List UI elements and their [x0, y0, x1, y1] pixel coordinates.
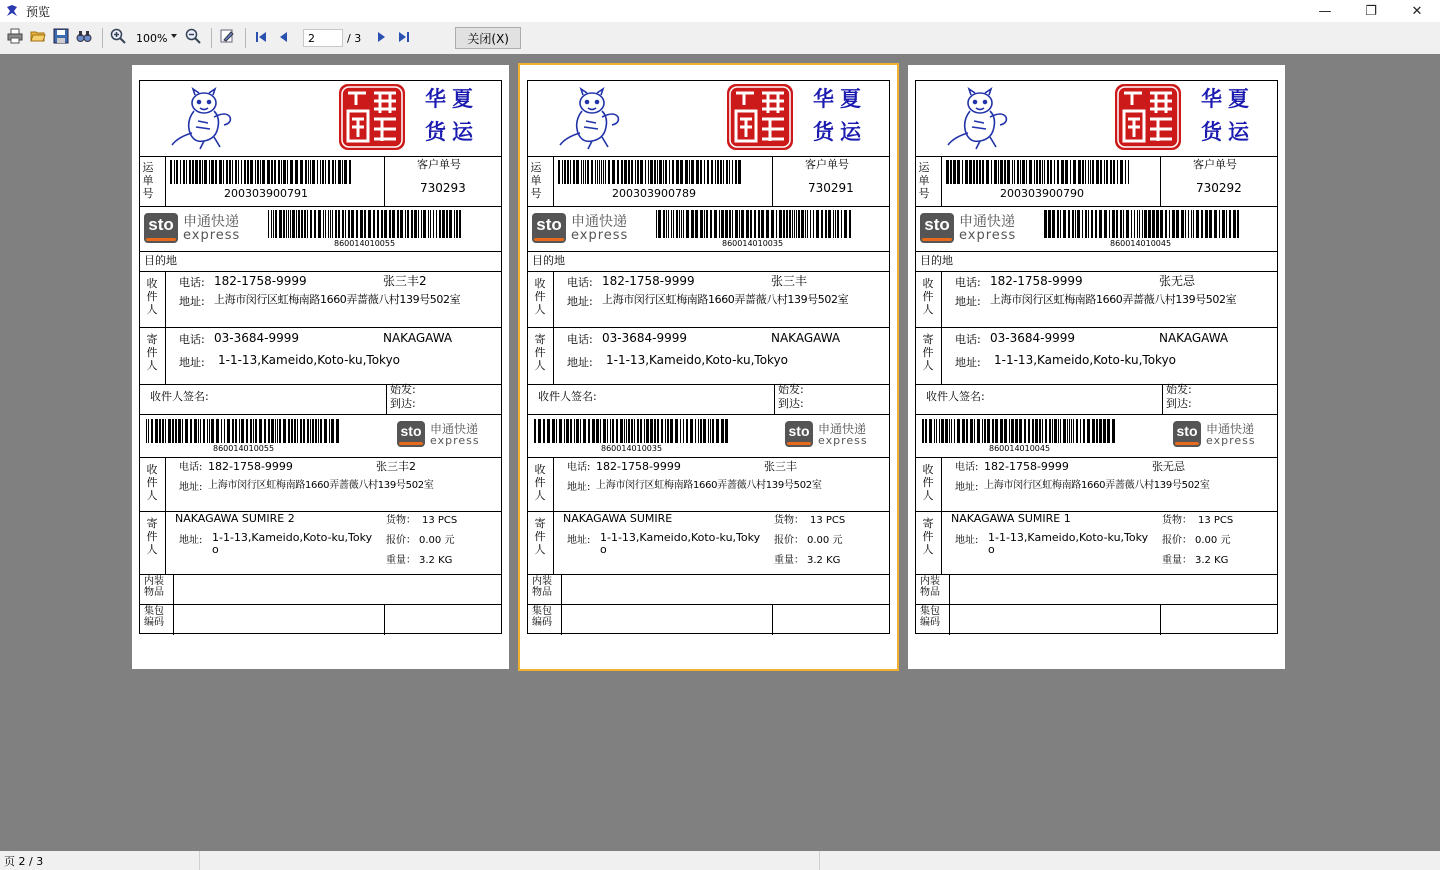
recipient-name: 张三丰2 [383, 274, 427, 288]
waybill-barcode [170, 160, 354, 187]
last-page-button[interactable] [394, 27, 414, 49]
sender-label: 寄件人 [922, 333, 934, 372]
shipping-label [915, 80, 1278, 634]
customer-number: 730291 [808, 181, 854, 195]
stub-recipient-phone: 182-1758-9999 [984, 460, 1069, 473]
stub-recipient-label: 收件人 [146, 463, 158, 502]
status-page-text: 页 2 / 3 [0, 851, 200, 870]
weight-value: 3.2 KG [1195, 555, 1229, 566]
package-code-label: 集包 编码 [920, 606, 940, 628]
divider [1160, 604, 1161, 635]
waybill-number: 200303900789 [612, 187, 696, 200]
stub-recipient-name: 张三丰2 [376, 460, 416, 473]
recipient-name: 张无忌 [1159, 274, 1196, 288]
sender-phone: 03-3684-9999 [214, 331, 300, 345]
divider [140, 574, 501, 575]
close-window-button[interactable]: ✕ [1411, 3, 1423, 19]
stub-sto-logo [1173, 421, 1256, 447]
arrive-label: 到达: [390, 397, 416, 410]
divider [941, 457, 942, 511]
stub-sender-address-line2: o [600, 543, 607, 556]
price-label: 报价： [774, 535, 804, 546]
divider [1162, 384, 1163, 414]
sender-address-label: 地址: [179, 356, 205, 369]
customer-number-label: 客户单号 [417, 158, 461, 171]
tracking-barcode [1044, 210, 1239, 241]
stub-recipient-phone-label: 电话: [955, 462, 979, 473]
save-button[interactable] [51, 27, 71, 49]
stub-sender-address-line1: 1-1-13,Kameido,Koto-ku,Toky [212, 531, 373, 544]
stub-tracking-number: 860014010055 [213, 444, 275, 453]
waybill-label: 运单号 [530, 161, 542, 200]
tracking-barcode [268, 210, 463, 241]
sender-phone: 03-3684-9999 [990, 331, 1076, 345]
divider [528, 251, 889, 252]
divider [165, 457, 166, 511]
divider [528, 414, 889, 415]
price-value: 0.00 元 [807, 535, 843, 546]
stub-sender-address-line2: o [988, 543, 995, 556]
stub-sto-english-name: express [1206, 433, 1256, 447]
stub-sto-logo [397, 421, 480, 447]
divider [941, 271, 942, 327]
toolbar [0, 22, 1440, 54]
find-button[interactable] [74, 27, 94, 49]
tracking-number: 860014010055 [334, 239, 396, 248]
stub-sender-label: 寄件人 [922, 517, 934, 556]
divider [916, 271, 1277, 272]
sender-address-label: 地址: [567, 356, 593, 369]
prev-page-icon [277, 29, 291, 48]
stub-sender-name: NAKAGAWA SUMIRE 1 [951, 512, 1071, 525]
price-label: 报价： [1162, 535, 1192, 546]
recipient-phone-label: 电话: [567, 276, 593, 289]
sto-english-name: express [183, 227, 241, 243]
sender-label: 寄件人 [146, 333, 158, 372]
save-icon [53, 28, 69, 48]
stub-tracking-barcode [922, 419, 1116, 446]
stub-tracking-barcode [534, 419, 728, 446]
print-icon [7, 28, 23, 48]
sto-express-logo [144, 213, 240, 243]
weight-label: 重量： [386, 555, 416, 566]
sto-express-logo [920, 213, 1016, 243]
company-seal-icon [338, 83, 406, 155]
tiger-logo-icon [552, 87, 626, 155]
divider [384, 156, 385, 206]
divider [916, 574, 1277, 575]
divider [553, 327, 554, 384]
close-preview-button[interactable]: 关闭(X) [455, 27, 521, 49]
stub-sender-address-label: 地址: [179, 535, 203, 546]
sender-phone: 03-3684-9999 [602, 331, 688, 345]
divider [528, 457, 889, 458]
recipient-label: 收件人 [534, 277, 546, 316]
recipient-address: 上海市闵行区虹梅南路1660弄蔷薇八村139号502室 [214, 293, 461, 306]
sto-chinese-name: 申通快递 [959, 213, 1015, 230]
divider [916, 327, 1277, 328]
sender-phone-label: 电话: [955, 333, 981, 346]
stub-recipient-phone-label: 电话: [567, 462, 591, 473]
goods-label: 货物： [774, 515, 804, 526]
recipient-address-label: 地址: [955, 295, 981, 308]
sender-label: 寄件人 [534, 333, 546, 372]
preview-page-3[interactable] [908, 65, 1285, 669]
waybill-barcode [558, 160, 742, 187]
zoom-out-icon [185, 28, 201, 48]
sto-express-logo [532, 213, 628, 243]
waybill-label: 运单号 [142, 161, 154, 200]
zoom-out-button[interactable] [183, 27, 203, 49]
divider [916, 206, 1277, 207]
stub-recipient-address-label: 地址: [179, 482, 203, 493]
stub-sender-address-line2: o [212, 543, 219, 556]
sender-address-label: 地址: [955, 356, 981, 369]
recipient-phone: 182-1758-9999 [602, 274, 695, 288]
minimize-button[interactable]: — [1318, 3, 1332, 19]
package-code-label: 集包 编码 [532, 606, 552, 628]
zoom-in-button[interactable] [108, 27, 128, 49]
status-segment [200, 851, 820, 870]
customer-number-label: 客户单号 [805, 158, 849, 171]
divider [528, 384, 889, 385]
stub-tracking-barcode [146, 419, 340, 446]
weight-label: 重量： [1162, 555, 1192, 566]
next-page-icon [374, 29, 388, 48]
customer-number: 730292 [1196, 181, 1242, 195]
stub-sender-address-line1: 1-1-13,Kameido,Koto-ku,Toky [600, 531, 761, 544]
divider [384, 604, 385, 635]
sender-phone-label: 电话: [567, 333, 593, 346]
divider [528, 574, 889, 575]
sto-english-name: express [959, 227, 1017, 243]
divider [553, 271, 554, 327]
divider [772, 156, 773, 206]
recipient-address-label: 地址: [567, 295, 593, 308]
open-button[interactable] [28, 27, 48, 49]
goods-label: 货物： [1162, 515, 1192, 526]
customer-number-label: 客户单号 [1193, 158, 1237, 171]
company-seal-icon [1114, 83, 1182, 155]
toolbar-separator [245, 28, 246, 48]
waybill-number: 200303900791 [224, 187, 308, 200]
find-icon [76, 28, 92, 48]
stub-recipient-label: 收件人 [534, 463, 546, 502]
status-bar [0, 851, 1440, 870]
recipient-label: 收件人 [146, 277, 158, 316]
divider [916, 251, 1277, 252]
prev-page-button[interactable] [274, 27, 294, 49]
weight-label: 重量： [774, 555, 804, 566]
brand-name-line1: 华夏 [1201, 86, 1255, 111]
stub-sender-address-line1: 1-1-13,Kameido,Koto-ku,Toky [988, 531, 1149, 544]
sender-phone-label: 电话: [179, 333, 205, 346]
signature-label: 收件人签名: [926, 390, 985, 403]
divider [772, 604, 773, 635]
divider [916, 156, 1277, 157]
stub-recipient-phone: 182-1758-9999 [208, 460, 293, 473]
tiger-logo-icon [164, 87, 238, 155]
shipping-label [139, 80, 502, 634]
zoom-in-icon [110, 28, 126, 48]
divider [916, 457, 1277, 458]
stub-sto-badge: sto [397, 421, 425, 447]
customer-number: 730293 [420, 181, 466, 195]
preview-page-1[interactable] [132, 65, 509, 669]
divider [140, 251, 501, 252]
price-value: 0.00 元 [419, 535, 455, 546]
stub-sender-name: NAKAGAWA SUMIRE 2 [175, 512, 295, 525]
stub-sender-label: 寄件人 [146, 517, 158, 556]
stub-tracking-number: 860014010035 [601, 444, 663, 453]
stub-sto-english-name: express [430, 433, 480, 447]
recipient-phone: 182-1758-9999 [990, 274, 1083, 288]
goods-value: 13 PCS [1198, 515, 1234, 526]
recipient-name: 张三丰 [771, 274, 808, 288]
stub-sto-chinese-name: 申通快递 [430, 421, 479, 436]
divider [553, 156, 554, 206]
waybill-number: 200303900790 [1000, 187, 1084, 200]
divider [165, 511, 166, 574]
signature-label: 收件人签名: [150, 390, 209, 403]
divider [774, 384, 775, 414]
origin-label: 始发: [390, 383, 416, 396]
divider [165, 271, 166, 327]
goods-value: 13 PCS [422, 515, 458, 526]
stub-sto-badge: sto [1173, 421, 1201, 447]
destination-label: 目的地 [532, 254, 565, 267]
divider [140, 384, 501, 385]
divider [140, 206, 501, 207]
stub-recipient-phone: 182-1758-9999 [596, 460, 681, 473]
package-code-label: 集包 编码 [144, 606, 164, 628]
arrive-label: 到达: [778, 397, 804, 410]
divider [553, 457, 554, 511]
brand-name-line1: 华夏 [813, 86, 867, 111]
sender-address: 1-1-13,Kameido,Koto-ku,Tokyo [994, 353, 1177, 367]
tracking-barcode [656, 210, 851, 241]
toolbar-separator [102, 28, 103, 48]
stub-recipient-label: 收件人 [922, 463, 934, 502]
sto-chinese-name: 申通快递 [183, 213, 239, 230]
stub-sto-english-name: express [818, 433, 868, 447]
stub-recipient-phone-label: 电话: [179, 462, 203, 473]
preview-area[interactable] [0, 54, 1440, 851]
stub-recipient-name: 张三丰 [764, 460, 797, 473]
divider [140, 156, 501, 157]
recipient-phone: 182-1758-9999 [214, 274, 307, 288]
sto-badge: sto [144, 213, 178, 243]
divider [916, 604, 1277, 605]
open-folder-icon [30, 28, 46, 48]
goods-label: 货物： [386, 515, 416, 526]
divider [165, 327, 166, 384]
brand-name-line1: 华夏 [425, 86, 479, 111]
tiger-logo-icon [940, 87, 1014, 155]
contents-label: 内装 物品 [532, 576, 552, 598]
page-number-input[interactable]: 2 [303, 29, 343, 47]
sto-badge: sto [920, 213, 954, 243]
recipient-address-label: 地址: [179, 295, 205, 308]
stub-sto-logo [785, 421, 868, 447]
waybill-barcode [946, 160, 1130, 187]
stub-sender-name: NAKAGAWA SUMIRE [563, 512, 673, 525]
stub-recipient-address: 上海市闵行区虹梅南路1660弄蔷薇八村139号502室 [208, 480, 434, 491]
waybill-label: 运单号 [918, 161, 930, 200]
chevron-down-icon [171, 34, 177, 38]
arrive-label: 到达: [1166, 397, 1192, 410]
divider [140, 457, 501, 458]
weight-value: 3.2 KG [807, 555, 841, 566]
sender-address: 1-1-13,Kameido,Koto-ku,Tokyo [606, 353, 789, 367]
tracking-number: 860014010035 [722, 239, 784, 248]
divider [916, 384, 1277, 385]
price-label: 报价： [386, 535, 416, 546]
divider [916, 414, 1277, 415]
divider [140, 414, 501, 415]
last-page-icon [397, 29, 411, 48]
divider [528, 206, 889, 207]
stub-recipient-address: 上海市闵行区虹梅南路1660弄蔷薇八村139号502室 [596, 480, 822, 491]
stub-sto-chinese-name: 申通快递 [818, 421, 867, 436]
window-title: 预览 [26, 4, 51, 19]
weight-value: 3.2 KG [419, 555, 453, 566]
status-segment [820, 851, 1440, 870]
print-button[interactable] [5, 27, 25, 49]
maximize-button[interactable]: ❐ [1365, 3, 1377, 19]
divider [165, 156, 166, 206]
divider [941, 156, 942, 206]
recipient-phone-label: 电话: [179, 276, 205, 289]
tracking-number: 860014010045 [1110, 239, 1172, 248]
divider [140, 271, 501, 272]
page-total: / 3 [347, 31, 362, 45]
stub-recipient-address-label: 地址: [567, 482, 591, 493]
signature-label: 收件人签名: [538, 390, 597, 403]
divider [140, 604, 501, 605]
brand-name-line2: 货运 [1201, 119, 1255, 144]
recipient-phone-label: 电话: [955, 276, 981, 289]
first-page-button[interactable] [251, 27, 271, 49]
stub-sender-address-label: 地址: [955, 535, 979, 546]
recipient-address: 上海市闵行区虹梅南路1660弄蔷薇八村139号502室 [602, 293, 849, 306]
title-bar [0, 0, 1440, 22]
brand-name-line2: 货运 [425, 119, 479, 144]
divider [528, 271, 889, 272]
sender-name: NAKAGAWA [771, 331, 841, 345]
sto-badge: sto [532, 213, 566, 243]
stub-recipient-address: 上海市闵行区虹梅南路1660弄蔷薇八村139号502室 [984, 480, 1210, 491]
app-icon [4, 3, 20, 19]
stub-sto-badge: sto [785, 421, 813, 447]
divider [386, 384, 387, 414]
stub-sto-chinese-name: 申通快递 [1206, 421, 1255, 436]
sender-address: 1-1-13,Kameido,Koto-ku,Tokyo [218, 353, 401, 367]
recipient-address: 上海市闵行区虹梅南路1660弄蔷薇八村139号502室 [990, 293, 1237, 306]
zoom-select[interactable] [133, 28, 179, 48]
next-page-button[interactable] [371, 27, 391, 49]
zoom-value: 100% [136, 31, 168, 45]
divider [553, 511, 554, 574]
destination-label: 目的地 [920, 254, 953, 267]
stub-sender-label: 寄件人 [534, 517, 546, 556]
shipping-label [527, 80, 890, 634]
sto-chinese-name: 申通快递 [571, 213, 627, 230]
destination-label: 目的地 [144, 254, 177, 267]
divider [941, 327, 942, 384]
sender-name: NAKAGAWA [1159, 331, 1229, 345]
price-value: 0.00 元 [1195, 535, 1231, 546]
divider [941, 511, 942, 574]
origin-label: 始发: [1166, 383, 1192, 396]
stub-recipient-name: 张无忌 [1152, 460, 1185, 473]
first-page-icon [254, 29, 268, 48]
recipient-label: 收件人 [922, 277, 934, 316]
stub-tracking-number: 860014010045 [989, 444, 1051, 453]
toolbar-separator [211, 28, 212, 48]
divider [140, 327, 501, 328]
preview-page-2[interactable] [520, 65, 897, 669]
contents-label: 内装 物品 [144, 576, 164, 598]
contents-label: 内装 物品 [920, 576, 940, 598]
sender-name: NAKAGAWA [383, 331, 453, 345]
edit-icon [219, 28, 235, 48]
divider [528, 327, 889, 328]
divider [528, 604, 889, 605]
stub-sender-address-label: 地址: [567, 535, 591, 546]
divider [1160, 156, 1161, 206]
sto-english-name: express [571, 227, 629, 243]
stub-recipient-address-label: 地址: [955, 482, 979, 493]
company-seal-icon [726, 83, 794, 155]
brand-name-line2: 货运 [813, 119, 867, 144]
edit-button[interactable] [217, 27, 237, 49]
goods-value: 13 PCS [810, 515, 846, 526]
divider [528, 156, 889, 157]
origin-label: 始发: [778, 383, 804, 396]
